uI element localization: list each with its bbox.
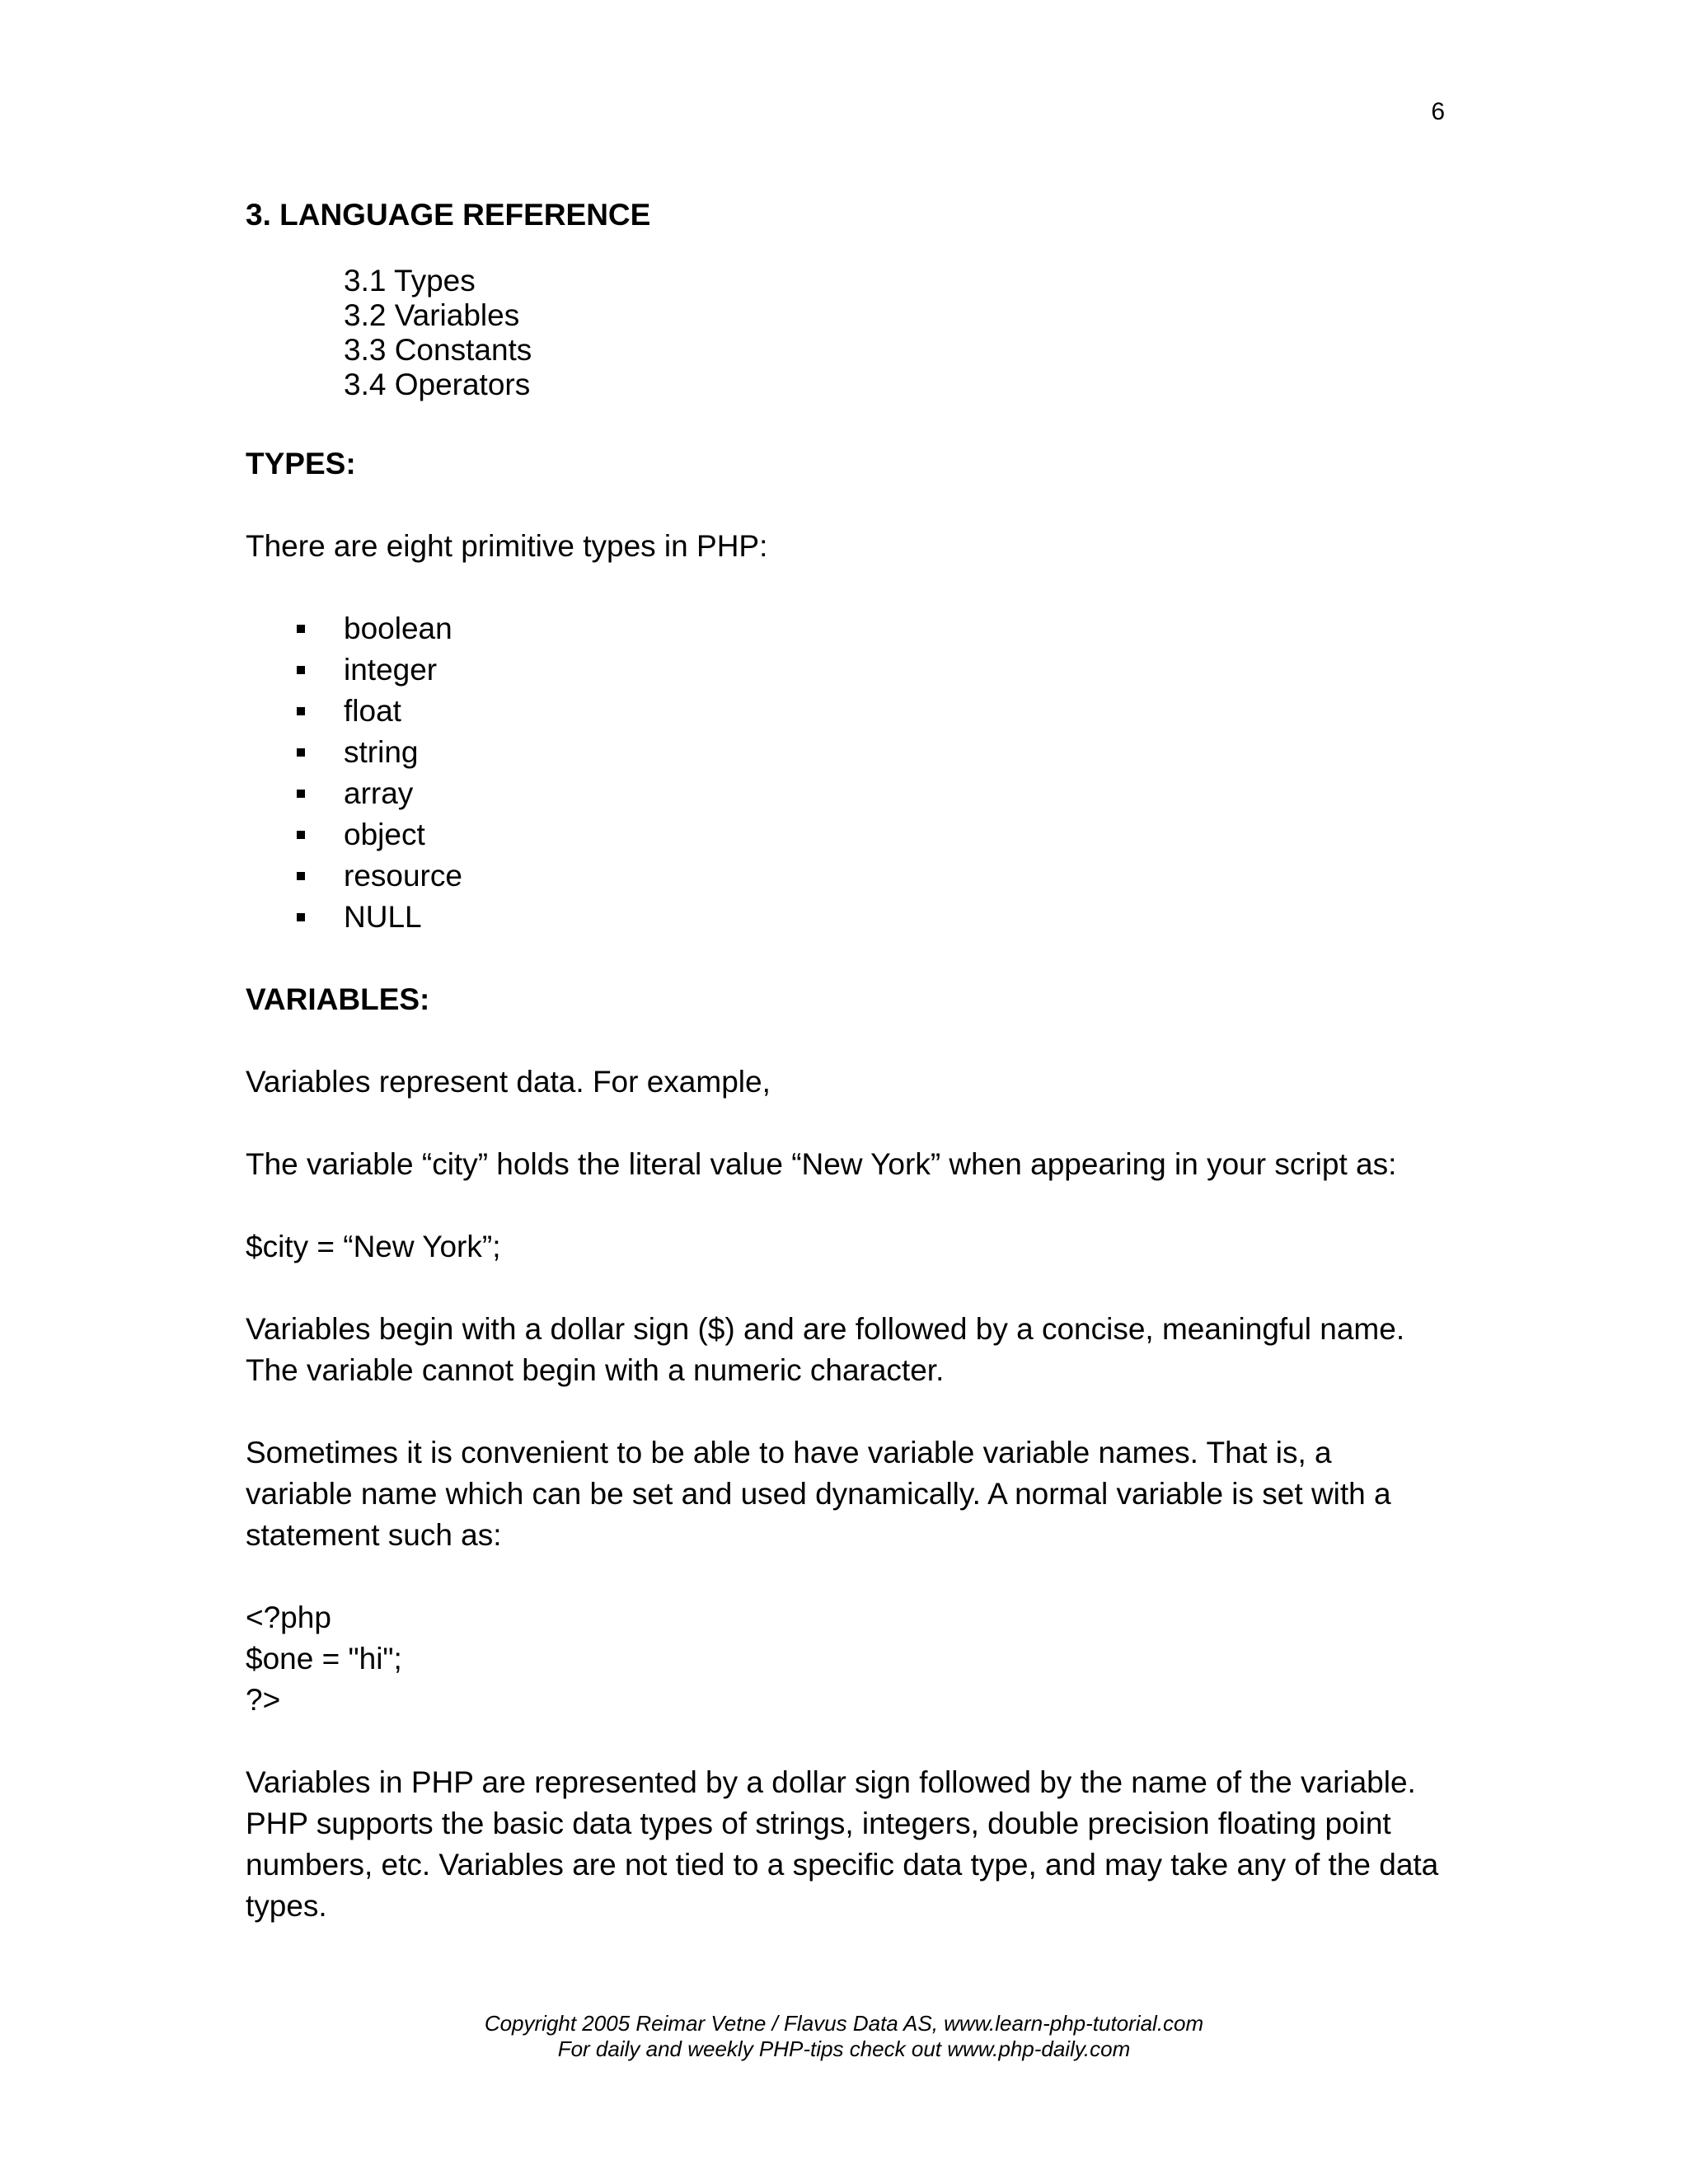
paragraph-line: statement such as:: [246, 1518, 502, 1552]
toc-item: 3.3 Constants: [344, 333, 532, 367]
code-example: $city = “New York”;: [246, 1230, 501, 1263]
bullet-icon: [297, 913, 305, 921]
list-item: [246, 732, 1449, 773]
bullet-icon: [297, 790, 305, 798]
bullet-icon: [297, 666, 305, 674]
type-name: array: [344, 776, 414, 810]
table-of-contents: [246, 264, 1449, 402]
variables-paragraph: [246, 1309, 1449, 1391]
types-list: [246, 608, 1449, 938]
list-item: [246, 608, 1449, 649]
list-item: [246, 773, 1449, 814]
type-name: resource: [344, 859, 462, 893]
type-name: boolean: [344, 612, 452, 645]
type-name: NULL: [344, 900, 422, 934]
code-line: ?>: [246, 1683, 281, 1717]
page-content: [246, 194, 1449, 1927]
toc-item: 3.4 Operators: [344, 368, 531, 401]
bullet-icon: [297, 625, 305, 633]
toc-item: 3.1 Types: [344, 264, 476, 298]
code-line: $one = "hi";: [246, 1642, 402, 1675]
code-line: <?php: [246, 1601, 331, 1634]
paragraph-line: types.: [246, 1889, 327, 1923]
variables-paragraph: Variables represent data. For example,: [246, 1065, 771, 1099]
code-block: [246, 1597, 1449, 1721]
types-heading: TYPES:: [246, 447, 356, 480]
list-item: [246, 691, 1449, 732]
paragraph-line: Variables begin with a dollar sign ($) and are followed by a concise, meaningful name.: [246, 1312, 1405, 1346]
toc-item: 3.2 Variables: [344, 298, 520, 332]
type-name: integer: [344, 653, 438, 687]
type-name: object: [344, 818, 425, 851]
list-item: [246, 814, 1449, 855]
bullet-icon: [297, 748, 305, 757]
page-number: 6: [1431, 98, 1445, 125]
list-item: [246, 855, 1449, 897]
footer-copyright: Copyright 2005 Reimar Vetne / Flavus Data AS, www.learn-php-tutorial.com: [484, 2011, 1204, 2036]
paragraph-line: PHP supports the basic data types of strings, integers, double precision floating point: [246, 1807, 1391, 1840]
types-intro: There are eight primitive types in PHP:: [246, 529, 768, 563]
footer-tips: For daily and weekly PHP-tips check out www.php-daily.com: [557, 2036, 1131, 2061]
paragraph-line: numbers, etc. Variables are not tied to a specific data type, and may take any of the data: [246, 1848, 1439, 1882]
variables-heading: VARIABLES:: [246, 982, 430, 1016]
bullet-icon: [297, 872, 305, 880]
paragraph-line: The variable cannot begin with a numeric character.: [246, 1353, 945, 1387]
type-name: string: [344, 735, 419, 769]
bullet-icon: [297, 707, 305, 715]
list-item: [246, 897, 1449, 938]
list-item: [246, 649, 1449, 691]
paragraph-line: Variables in PHP are represented by a dollar sign followed by the name of the variable.: [246, 1765, 1416, 1799]
paragraph-line: variable name which can be set and used dynamically. A normal variable is set with a: [246, 1477, 1391, 1511]
variables-paragraph: The variable “city” holds the literal value “New York” when appearing in your script as:: [246, 1147, 1397, 1181]
chapter-heading: 3. LANGUAGE REFERENCE: [246, 198, 651, 232]
type-name: float: [344, 694, 401, 728]
paragraph-line: Sometimes it is convenient to be able to have variable variable names. That is, a: [246, 1436, 1332, 1469]
bullet-icon: [297, 831, 305, 839]
variables-paragraph: [246, 1432, 1449, 1556]
variables-paragraph: [246, 1762, 1449, 1927]
